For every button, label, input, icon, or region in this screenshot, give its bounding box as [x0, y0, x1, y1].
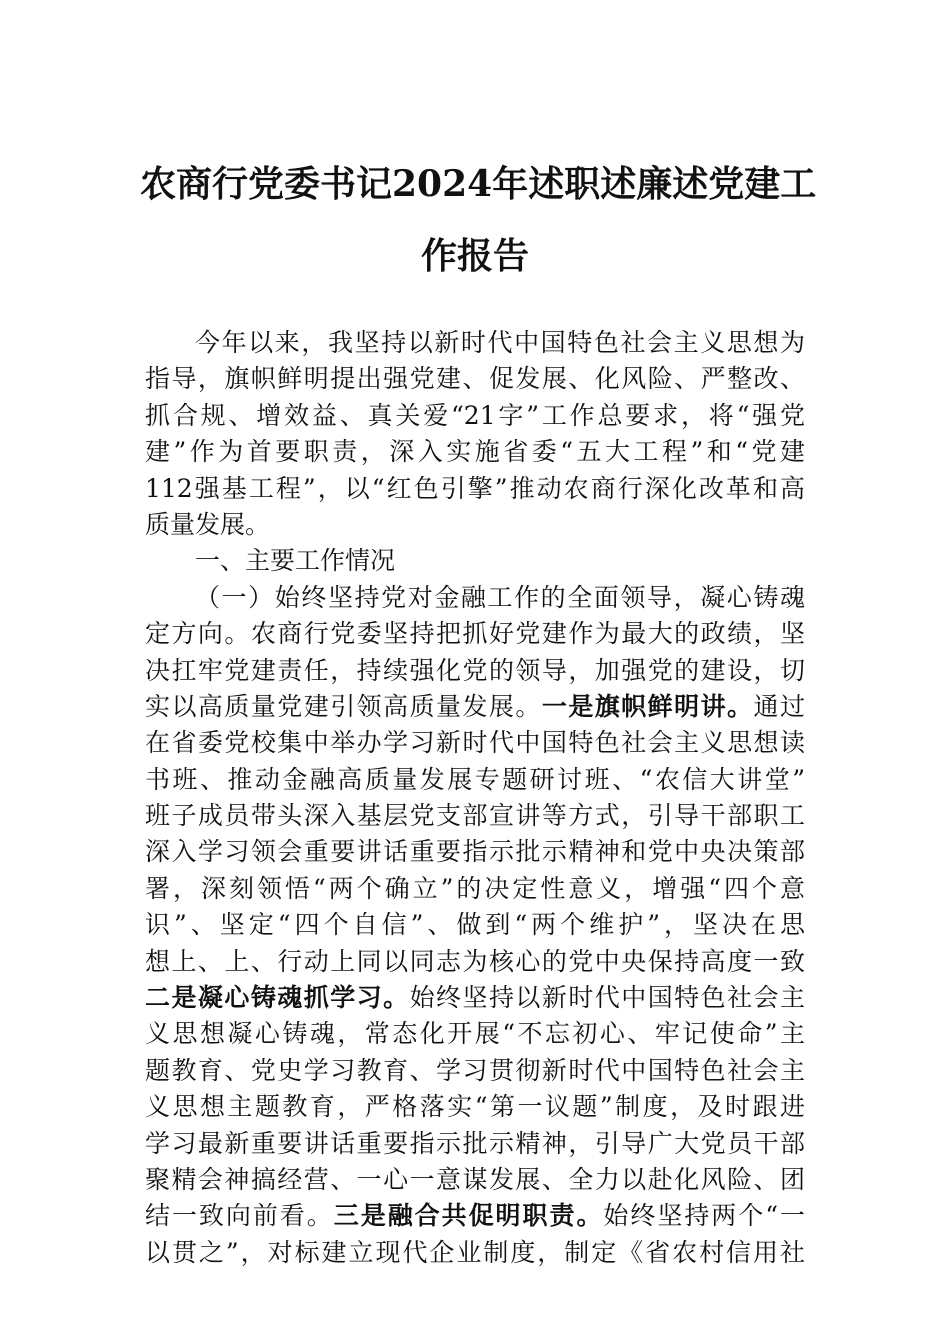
- intro-line: 建”作为首要职责，深入实施省委“五大工程”和“党建: [145, 437, 805, 467]
- paragraph-text: 结一致向前看。: [145, 1201, 334, 1231]
- paragraph-text: 始终坚持以新时代中国特色社会主: [409, 983, 805, 1013]
- intro-line: 今年以来，我坚持以新时代中国特色社会主义思想为: [195, 328, 805, 357]
- document-body: [145, 325, 805, 1271]
- document-title-line-1: 农商行党委书记2024年述职述廉述党建工: [140, 163, 817, 205]
- paragraph-line: 班子成员带头深入基层党支部宣讲等方式，引导干部职工: [145, 801, 805, 831]
- paragraph-line: 定方向。农商行党委坚持把抓好党建作为最大的政绩，坚: [145, 619, 805, 649]
- document-title-line-2: 作报告: [420, 235, 529, 277]
- intro-line: 112强基工程”，以“红色引擎”推动农商行深化改革和高: [145, 473, 805, 503]
- paragraph-line: 深入学习领会重要讲话重要指示批示精神和党中央决策部: [145, 837, 805, 867]
- paragraph-line: 识”、坚定“四个自信”、做到“两个维护”，坚决在思: [145, 910, 805, 940]
- paragraph-line: 在省委党校集中举办学习新时代中国特色社会主义思想读: [145, 728, 805, 758]
- paragraph-line: [145, 980, 805, 1016]
- bold-subheading: 一是旗帜鲜明讲。: [541, 691, 754, 721]
- paragraph-line: 决扛牢党建责任，持续强化党的领导，加强党的建设，切: [145, 655, 805, 685]
- bold-subheading: 二是凝心铸魂抓学习。: [145, 983, 410, 1013]
- paragraph-line: [145, 1198, 805, 1234]
- paragraph-line: 想上、上、行动上同以同志为核心的党中央保持高度一致: [145, 946, 805, 976]
- paragraph-text: 始终坚持两个“一: [603, 1201, 805, 1231]
- paragraph-line: 学习最新重要讲话重要指示批示精神，引导广大党员干部: [145, 1128, 805, 1158]
- paragraph-line: （一）始终坚持党对金融工作的全面领导，凝心铸魂: [195, 582, 805, 612]
- paragraph-line: [145, 689, 805, 725]
- intro-line: 抓合规、增效益、真关爱“21字”工作总要求，将“强党: [145, 400, 805, 430]
- intro-line: 指导，旗帜鲜明提出强党建、促发展、化风险、严整改、: [145, 364, 805, 394]
- paragraph-line: 义思想凝心铸魂，常态化开展“不忘初心、牢记使命”主: [145, 1019, 805, 1049]
- paragraph-line: 义思想主题教育，严格落实“第一议题”制度，及时跟进: [145, 1092, 805, 1122]
- paragraph-line: 题教育、党史学习教育、学习贯彻新时代中国特色社会主: [145, 1055, 805, 1085]
- paragraph-line: 以贯之”，对标建立现代企业制度，制定《省农村信用社: [145, 1237, 805, 1267]
- paragraph-line: 聚精会神搞经营、一心一意谋发展、全力以赴化风险、团: [145, 1164, 805, 1194]
- section-heading: 一、主要工作情况: [195, 546, 396, 576]
- intro-line: 质量发展。: [145, 509, 271, 539]
- bold-subheading: 三是融合共促明职责。: [333, 1201, 604, 1231]
- paragraph-line: 书班、推动金融高质量发展专题研讨班、“农信大讲堂”: [145, 764, 805, 794]
- paragraph-text: 通过: [753, 691, 805, 721]
- paragraph-text: 实以高质量党建引领高质量发展。: [145, 691, 542, 721]
- paragraph-line: 署，深刻领悟“两个确立”的决定性意义，增强“四个意: [145, 873, 805, 903]
